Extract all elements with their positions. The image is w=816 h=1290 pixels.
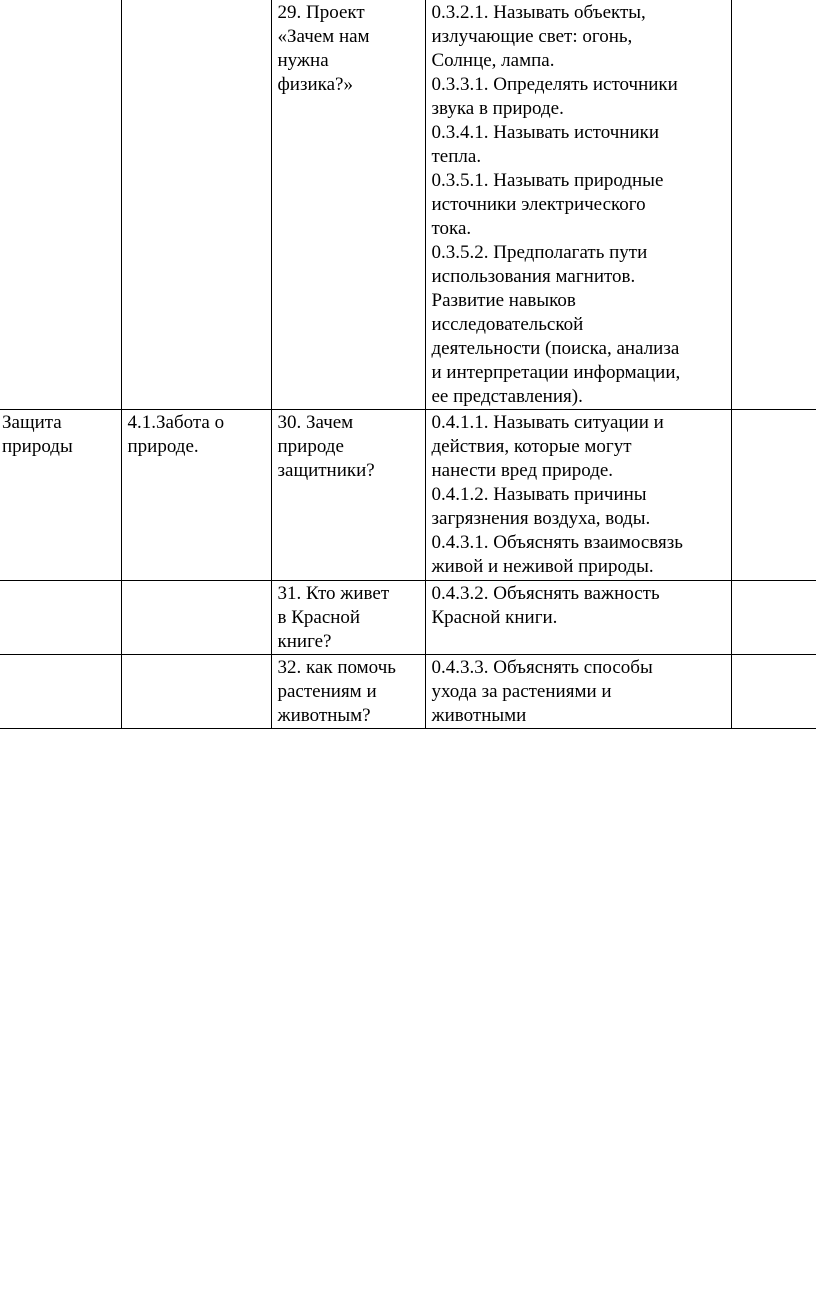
section-cell [0,655,121,729]
notes-cell [731,581,816,655]
cell-text-line: 0.4.1.2. Называть причины [431,484,647,505]
cell-text-line: защитники? [277,460,375,481]
cell-text-line: 29. Проект [277,2,365,23]
objectives-cell [425,410,731,581]
cell-text-line: ее представления). [431,386,583,407]
cell-text-line: 0.4.3.3. Объяснять способы [431,657,653,678]
lesson-cell [271,581,425,655]
topic-cell [121,581,271,655]
cell-text-line: живой и неживой природы. [431,556,654,577]
cell-text-line: «Зачем нам [277,26,370,47]
cell-text-line: физика?» [277,74,353,95]
notes-cell [731,655,816,729]
cell-text-line: тепла. [431,146,482,167]
topic-cell [121,0,271,410]
cell-text-line: источники электрического [431,194,646,215]
section-cell [0,410,121,581]
cell-text-line: растениям и [277,681,377,702]
cell-text-line: 32. как помочь [277,657,396,678]
cell-text-line: Развитие навыков [431,290,576,311]
notes-cell [731,410,816,581]
cell-text-line: тока. [431,218,472,239]
cell-text-line: Солнце, лампа. [431,50,555,71]
cell-text-line: исследовательской [431,314,584,335]
lesson-cell [271,410,425,581]
cell-text-line: 0.3.5.2. Предполагать пути [431,242,648,263]
table-row [0,581,816,655]
cell-text-line: звука в природе. [431,98,564,119]
cell-text-line: деятельности (поиска, анализа [431,338,680,359]
cell-text-line: природе [277,436,344,457]
cell-text-line: нанести вред природе. [431,460,614,481]
table-row [0,0,816,410]
cell-text-line: ухода за растениями и [431,681,612,702]
cell-text-line: 4.1.Забота о [127,412,225,433]
cell-text-line: природе. [127,436,199,457]
cell-text-line: Красной книги. [431,607,558,628]
cell-text-line: действия, которые могут [431,436,632,457]
cell-text-line: излучающие свет: огонь, [431,26,633,47]
cell-text-line: 0.4.1.1. Называть ситуации и [431,412,664,433]
section-cell [0,581,121,655]
cell-text-line: 0.4.3.2. Объяснять важность [431,583,660,604]
cell-text-line: Защита [2,412,62,433]
section-cell [0,0,121,410]
objectives-cell [425,655,731,729]
cell-text-line: 30. Зачем [277,412,354,433]
objectives-cell [425,0,731,410]
notes-cell [731,0,816,410]
table-row [0,655,816,729]
cell-text-line: 0.3.2.1. Называть объекты, [431,2,646,23]
lesson-cell [271,0,425,410]
cell-text-line: и интерпретации информации, [431,362,681,383]
cell-text-line: животными [431,705,527,726]
cell-text-line: природы [2,436,73,457]
cell-text-line: 0.3.3.1. Определять источники [431,74,678,95]
cell-text-line: загрязнения воздуха, воды. [431,508,651,529]
cell-text-line: животным? [277,705,371,726]
topic-cell [121,655,271,729]
cell-text-line: в Красной [277,607,361,628]
cell-text-line: книге? [277,631,332,652]
objectives-cell [425,581,731,655]
cell-text-line: использования магнитов. [431,266,636,287]
cell-text-line: 0.3.5.1. Называть природные [431,170,664,191]
cell-text-line: 0.4.3.1. Объяснять взаимосвязь [431,532,683,553]
cell-text-line: нужна [277,50,329,71]
cell-text-line: 31. Кто живет [277,583,390,604]
cell-text-line: 0.3.4.1. Называть источники [431,122,660,143]
topic-cell [121,410,271,581]
lesson-cell [271,655,425,729]
table-row [0,410,816,581]
